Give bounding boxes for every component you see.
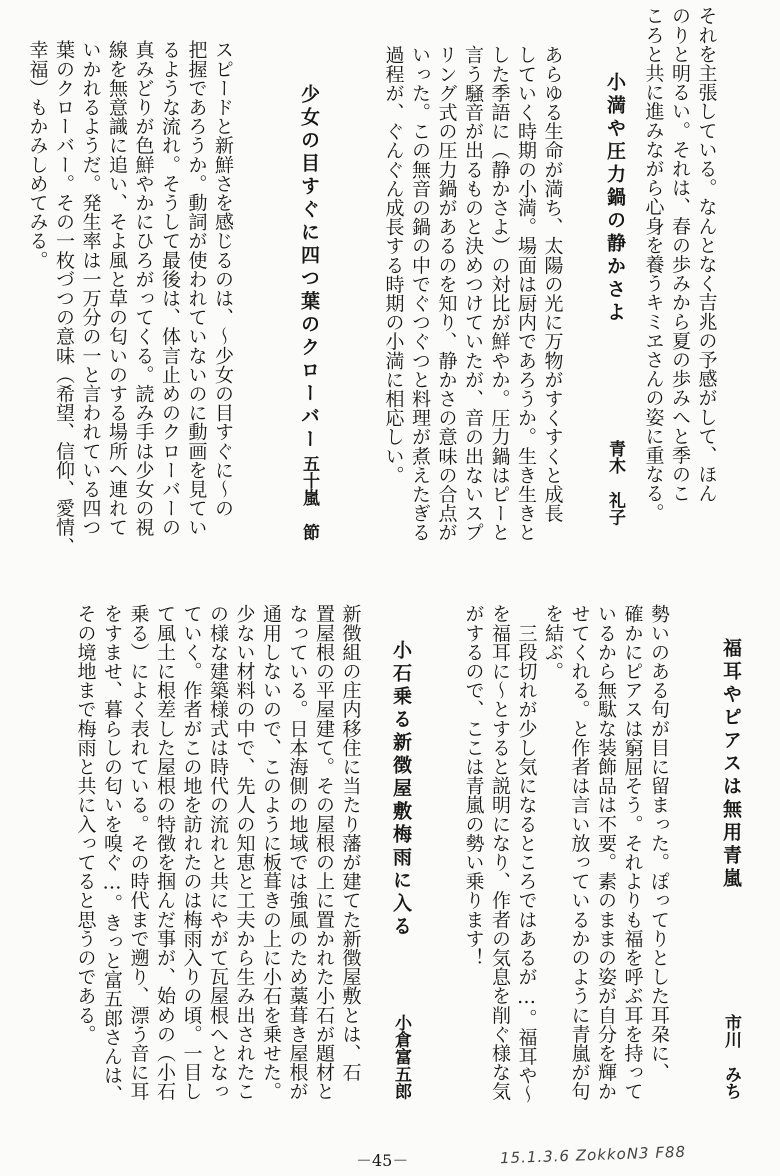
haiku-commentary-4: 新徴組の庄内移住に当たり藩が建てた新徴屋敷とは、石 置屋根の平屋建て。その屋根の上に置かれた小石が題材と なっている。日本海側の地域では強風のため藁葺き屋根が 通用しないので、このように板葺きの上に小石を乗せた。 少ない材料の中で、先人の知恵と工夫から生み出されたこ の様な建築様式は時代の流れと共にやがて瓦屋根へとなっ ていく。作者がこの地を訪れたのは梅雨入りの頃。一目し て風土に根差した屋根の特徴を掴んだ事が、始めの（小石 乗る）によく表れている。その時代まで遡り、漂う音に耳 をすませ、暮らしの匂いを嗅ぐ…。きっと富五郎さんは、 その境地まで梅雨と共に入ってると思うのである。	[74, 604, 362, 1104]
haiku-author-3: 市川 みち	[721, 1014, 741, 1100]
haiku-author-2: 五十嵐 節	[299, 455, 319, 541]
handwritten-note: 15.1.3.6 ZokkoN3 F88	[499, 1142, 687, 1168]
haiku-commentary-3: 勢いのある句が目に留まった。ぽってりとした耳朶に、 確かにピアスは窮屈そう。それよりも福を呼ぶ耳を持って いるから無駄な装飾品は不要。素のままの姿が自分を輝か せてくれる。と作者は言い放っているかのように青嵐が句 を結ぶ。 三段切れが少し気になるところではあるが…。福耳や～ を福耳に～とすると説明になり、作者の気息を削ぐ様な気 がするので、ここは青嵐の勢い乗ります！	[462, 604, 670, 1104]
haiku-commentary-2: スピードと新鮮さを感じるのは、～少女の目すぐに～の 把握であろうか。動詞が使われていないのに動画を見てい るような流れ。そうして最後は、体言止めのクローバーの 真みどりが色鮮やかにひろがってくる。読み手は少女の視 線を無意識に追い、そよ風と草の匂いのする場所へ連れて いかれるようだ。発生率は一万分の一と言われている四つ 葉のクローバー。その一枚づつの意味（希望、信仰、愛情、 幸福）もかみしめてみる。	[26, 40, 234, 556]
haiku-heading-4: 小石乗る新徴屋敷梅雨に入る	[390, 640, 412, 939]
page-number: －45－	[356, 1151, 409, 1170]
continuation-text: それを主張している。なんとなく吉兆の予感がして、ほん のりと明るい。それは、春の歩みから夏の歩みへと季のこ ころと共に進みながら心身を養うキミヱさんの姿に重なる。	[642, 6, 718, 522]
haiku-author-1: 青木 礼子	[605, 440, 625, 526]
haiku-heading-3: 福耳やピアスは無用青嵐	[720, 638, 742, 891]
haiku-commentary-1: あらゆる生命が満ち、太陽の光に万物がすくすくと成長 していく時期の小満。場面は厨内であろうか。生き生きと した季語に（静かさよ）の対比が鮮やか。圧力鍋はピーと 言う騒音が出るものと決めつけていたが、音の出ないスプ リング式の圧力鍋があるのを知り、静かさの意味の合点が いった。この無音の鍋の中でぐつぐつと料理が煮えたぎる 過程が、ぐんぐん成長する時期の小満に相応しい。	[382, 45, 564, 542]
haiku-heading-2: 少女の目すぐに四つ葉のクローバー	[298, 84, 320, 452]
haiku-author-4: 小倉富五郎	[391, 1014, 411, 1100]
haiku-heading-1: 小満や圧力鍋の静かさよ	[604, 72, 626, 325]
